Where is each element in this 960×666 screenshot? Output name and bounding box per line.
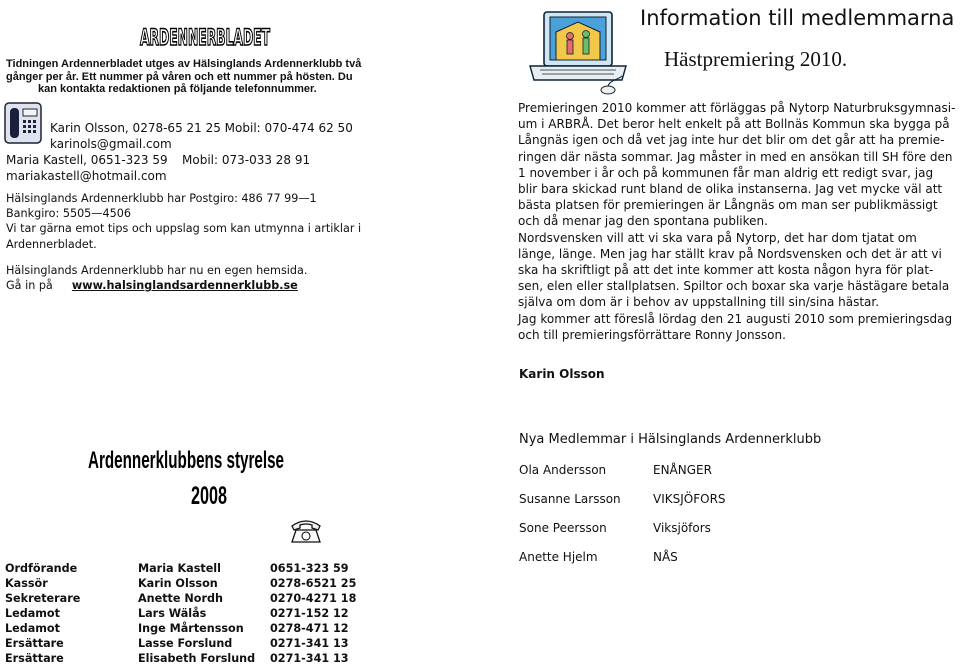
board-name: Inge Mårtensson [138,622,244,635]
website-link[interactable]: www.halsinglandsardennerklubb.se [71,279,298,293]
article-line: ringen där nästa sommar. Jag måster in med en ansökan till SH före den [518,149,953,164]
board-role: Ledamot [5,607,60,620]
article-title: Hästpremiering 2010. [664,47,848,71]
board-name: Lasse Forslund [138,637,233,650]
board-title-year: 2008 [191,482,228,510]
member-name: Sone Peersson [519,521,607,535]
board-role: Kassör [5,577,48,590]
board-role: Ersättare [5,637,64,650]
article-line: bästa platsen för premieringen är Långnäs om man ser publikmässigt [518,198,938,213]
board-name: Karin Olsson [138,577,218,590]
bankgiro-line: Bankgiro: 5505—4506 [6,207,131,221]
telephone-icon [4,102,42,144]
intro-line: Tidningen Ardennerbladet utges av Hälsinglands Ardennerklubb två [6,58,362,70]
tips-line: Vi tar gärna emot tips och uppslag som kan utmynna i artiklar i [6,222,362,236]
new-members-title: Nya Medlemmar i Hälsinglands Ardennerklubb [519,432,822,447]
board-name: Anette Nordh [138,592,223,605]
board-role: Ersättare [5,652,64,665]
board-name: Elisabeth Forslund [138,652,256,665]
board-title [86,442,286,508]
website-line: Hälsinglands Ardennerklubb har nu en egen hemsida. [6,263,308,277]
contact-karin: Karin Olsson, 0278-65 21 25 Mobil: 070-474 62 50 [50,121,353,135]
board-phone: 0278-471 12 [270,622,349,635]
article-line: 1 november i år och på kommunen får man aldrig ett redigt svar, jag [518,165,934,180]
board-phone: 0271-341 13 [270,652,349,665]
board-phone: 0651-323 59 [270,562,349,575]
article-line: Långnäs igen och då vet jag inte hur det blir om det går att ha premie- [518,133,945,148]
article-line: Jag kommer att föreslå lördag den 21 augusti 2010 som premieringsdag [518,311,953,326]
member-place: VIKSJÖFORS [653,492,726,506]
article-line: länge, länge. Men jag har ställt krav på Nordsvensken och det är att vi [518,246,942,261]
board-role: Sekreterare [5,592,81,605]
intro-line: kan kontakta redaktionen på följande telefonnummer. [38,83,317,95]
board-phone: 0271-152 12 [270,607,349,620]
member-name: Ola Andersson [519,463,607,477]
contact-karin-email[interactable]: karinols@gmail.com [50,137,172,151]
article-body [518,100,960,343]
article-line: ska ha skriftligt på att det inte kommer att kosta någon hyra för plat- [518,263,934,278]
member-name: Susanne Larsson [519,492,621,506]
board-phone: 0271-341 13 [270,637,349,650]
board-role: Ledamot [5,622,60,635]
member-name: Anette Hjelm [519,550,598,564]
contact-maria-mobile: Mobil: 073-033 28 91 [182,153,311,167]
intro-line: gånger per år. Ett nummer på våren och ett nummer på hösten. Du [6,70,353,83]
board-name: Maria Kastell [138,562,221,575]
postgiro-line: Hälsinglands Ardennerklubb har Postgiro: 486 77 99—1 [6,192,317,205]
article-line: Premieringen 2010 kommer att förläggas på Nytorp Naturbruksgymnasi- [518,101,956,115]
article-line: um i ARBRÅ. Det beror helt enkelt på att Bollnäs Kommun ska bygga på [518,117,950,132]
board-phone: 0278-6521 25 [270,577,357,590]
board-name: Lars Wälås [138,607,207,620]
contact-maria: Maria Kastell, 0651-323 59 [6,153,168,167]
board-title-line1: Ardennerklubbens styrelse [88,447,284,474]
article-line: och då menar jag den spontana publiken. [518,214,768,229]
ardennerbladet-logo [138,14,272,52]
article-line: själva om dom är i behov av uppstallning till sin/sina hästar. [518,295,880,310]
payment-info [6,191,401,293]
section-title: Information till medlemmarna [640,6,955,30]
computer-clipart-icon [526,6,630,96]
board-role: Ordförande [5,562,78,575]
tips-line-2: Ardennerbladet. [6,237,97,251]
member-place: Viksjöfors [653,521,711,535]
telephone-icon [288,514,324,544]
logo-text: ARDENNERBLADET [140,26,270,51]
website-visit-line [6,278,401,293]
member-place: NÅS [653,550,678,564]
article-line: sen, elen eller stallplatsen. Spiltor och boxar ska varje hästägare betala [518,279,950,294]
article-line: blir bara skickad runt bland de olika instanserna. Jag vet mycke väl att [518,182,943,197]
contact-maria-email[interactable]: mariakastell@hotmail.com [6,169,167,183]
website-prefix: Gå in på [6,279,53,293]
article-signature: Karin Olsson [519,367,605,381]
article-line: och till premieringsförrättare Ronny Jonsson. [518,327,786,342]
member-place: ENÅNGER [653,463,712,477]
article-line: Nordsvensken vill att vi ska vara på Nytorp, det har dom tjatat om [518,230,917,245]
intro-text [6,58,401,96]
board-phone: 0270-4271 18 [270,592,357,605]
